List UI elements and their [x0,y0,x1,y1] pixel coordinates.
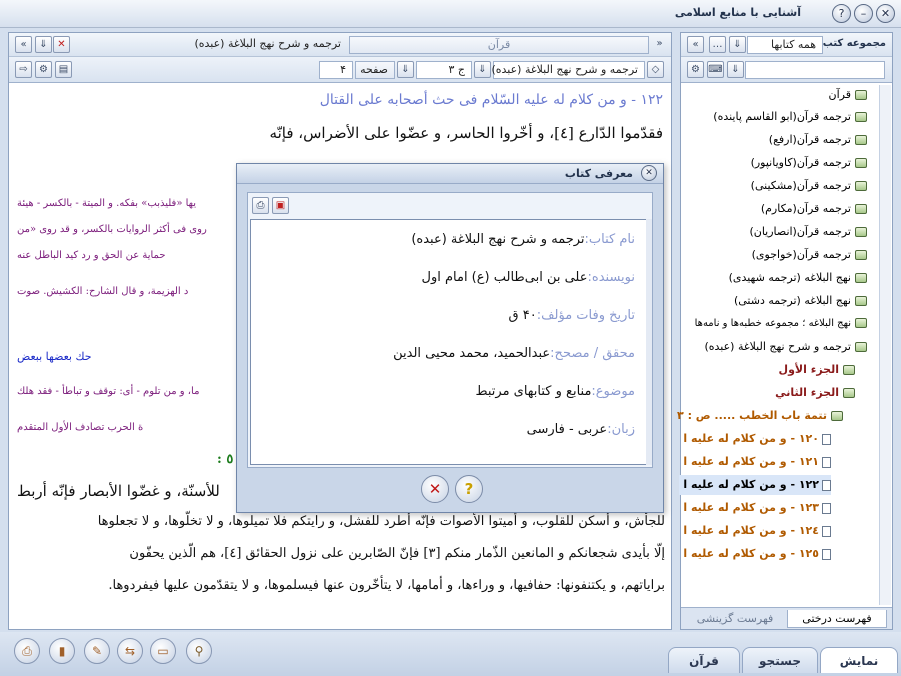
book-icon [855,296,867,306]
down-arrow-icon[interactable]: ⇓ [397,61,414,78]
tree-item[interactable]: ترجمه قرآن(کاویانپور) [751,153,867,173]
close-icon[interactable]: ✕ [641,165,657,181]
settings-icon[interactable]: ⚙ [687,61,704,78]
tree-item[interactable]: نهج البلاغه ؛ مجموعه خطبه‌ها و نامه‌ها [695,314,867,334]
chevron-right-icon[interactable]: » [656,38,663,49]
collection-select[interactable]: همه کتابها [747,36,823,54]
tab-quran[interactable]: قرآن [349,36,649,54]
search-icon[interactable]: ⚲ [186,638,212,664]
library-pane [677,32,893,630]
book-open-icon [855,342,867,352]
page-icon [822,503,831,514]
page-icon [822,526,831,537]
tag-icon[interactable]: ◇ [647,61,664,78]
dialog-scrollbar[interactable] [646,219,652,465]
field-book-name: نام کتاب:ترجمه و شرح نهج البلاغة (عبده) [411,232,635,247]
page-icon [822,480,831,491]
reader-toolbar [9,57,671,83]
title-bar [0,0,901,28]
footnote-line: ما، و من تلوم - أى: توقف و تباطأ - فقد هلك [17,386,200,397]
minimize-icon[interactable]: – [854,4,873,23]
book-icon [855,112,867,122]
book-info-dialog [236,163,664,513]
dialog-fields [250,219,650,465]
export-icon[interactable]: ▣ [272,197,289,214]
tree-item[interactable]: ١٢٤ - و من كلام له عليه ا [683,521,831,541]
tree-item[interactable]: ١٢٣ - و من كلام له عليه ا [683,498,831,518]
print-icon[interactable]: ⎙ [252,197,269,214]
tree-tabs [681,607,892,629]
footnote-line: د الهزيمة، و قال الشارح: الكشيش. صوت [17,286,189,297]
footnote-line: ة الحرب تصادف الأول المتقدم [17,422,144,433]
field-language: زبان:عربی - فارسی [526,422,635,437]
dialog-panel [247,192,653,468]
tab-current-book[interactable]: ترجمه و شرح نهج البلاغة (عبده) [194,37,341,50]
keyboard-icon[interactable]: ⌨ [707,61,724,78]
chevron-left-icon[interactable]: « [687,36,704,53]
tree-item[interactable]: الجزء الثاني [775,383,855,403]
tree-item[interactable]: ترجمه قرآن(ابو القاسم پاینده) [713,107,867,127]
close-tab-icon[interactable]: ✕ [53,36,70,53]
book-icon [855,250,867,260]
tree-item[interactable]: ترجمه قرآن(مشکینی) [751,176,867,196]
layout-icon[interactable]: ▭ [150,638,176,664]
page-icon [822,434,831,445]
book-open-icon [831,411,843,421]
bottom-bar [0,632,901,676]
tree-item[interactable]: نهج البلاغه (ترجمه دشتی) [734,291,867,311]
tree-scrollbar[interactable] [879,85,891,605]
tab-display[interactable]: نمایش [820,647,898,673]
edit-icon[interactable]: ✎ [84,638,110,664]
text-line: للأسنّة، و غضّوا الأبصار فإنّه أربط [17,482,220,500]
compare-icon[interactable]: ⇆ [117,638,143,664]
text-line: للجأش، و أسكن للقلوب، و أميتوا الأصوات فإنّه أطرد للفشل، و رايتكم فلا تميلوها، و لا تخلّوها، و لا تجعلوها [97,514,665,529]
help-button[interactable]: ? [455,475,483,503]
field-death-date: تاریخ وفات مؤلف:۴۰ ق [508,308,635,323]
footnote-line: حماية عن الحق و رد كيد الباطل عنه [17,250,166,261]
view-icon[interactable]: ▤ [55,61,72,78]
forward-icon[interactable]: ⇨ [15,61,32,78]
tree-item-selected[interactable]: ١٢٢ - و من كلام له عليه ا [679,475,831,495]
book-icon [855,318,867,328]
book-icon [843,365,855,375]
page-icon [822,457,831,468]
tree-item[interactable]: ترجمه و شرح نهج البلاغة (عبده) [704,337,867,357]
field-author: نویسنده:على بن ابى‌طالب (ع) امام اول [421,270,635,285]
footnote-line: يها «فليذبب» بفكه. و الميتة - بالكسر - هيئة [17,198,197,209]
book-icon[interactable]: ▮ [49,638,75,664]
tree-item[interactable]: ترجمه قرآن(انصاریان) [749,222,867,242]
tab-quran[interactable]: قرآن [668,647,740,673]
text-line: براياتهم، و يكتنفونها: حفافيها، و وراءها، و أمامها، لا يتأخّرون عنها فيسلموها، و لا يتقدّمون عليها فيفردوها. [108,578,665,593]
page-input[interactable]: ۴ [319,61,353,79]
volume-select[interactable]: ج ۳ [416,61,472,79]
tree-item[interactable]: ترجمه قرآن(مکارم) [761,199,867,219]
footnote-line: روى فى أكثر الروايات بالكسر، و قد روى «من [17,224,207,235]
book-icon [855,181,867,191]
tree-item[interactable]: ١٢٥ - و من كلام له عليه ا [683,544,831,564]
collection-label: مجموعه کتب [822,38,886,49]
section-heading: ۱۲۲ - و من كلام له عليه السّلام فى حث أصحابه على القتال [319,92,663,108]
help-icon[interactable]: ? [832,4,851,23]
tree-item[interactable]: ترجمه قرآن(خواجوی) [752,245,867,265]
field-editor: محقق / مصحح:عبدالحمید، محمد محیی الدین [393,346,635,361]
dialog-title: معرفی کتاب [564,167,633,180]
reader-header [9,33,671,57]
dialog-title-bar [237,164,663,184]
chevron-left-icon[interactable]: « [15,36,32,53]
tree-item[interactable]: ١٢١ - و من كلام له عليه ا [683,452,831,472]
library-header [681,33,892,57]
tree-item[interactable]: نهج البلاغه (ترجمه شهیدی) [729,268,867,288]
book-open-icon [843,388,855,398]
cancel-button[interactable]: ✕ [421,475,449,503]
text-line: فقدّموا الدّارع [٤]، و أخّروا الحاسر، و عضّوا على الأضراس، فإنّه [269,124,663,142]
down-arrow-icon[interactable]: ⇓ [727,61,744,78]
page-icon [822,549,831,560]
tree-item[interactable]: تتمة باب الخطب ..... ص : ٣ [677,406,843,426]
book-icon [855,204,867,214]
page-label: صفحه [355,61,395,79]
book-tree [677,85,879,605]
spaced-text: حك بعضها ببعض [17,350,92,363]
down-arrow-icon[interactable]: ⇓ [35,36,52,53]
book-icon [855,90,867,100]
tree-item[interactable]: ١٢٠ - و من كلام له عليه ا [683,429,831,449]
more-icon[interactable]: … [709,36,726,53]
book-select[interactable]: ترجمه و شرح نهج البلاغة (عبده) [493,61,645,79]
library-search-bar [681,57,892,83]
print-icon[interactable]: ⎙ [14,638,40,664]
book-icon [855,158,867,168]
tree-item[interactable]: ترجمه قرآن(ارفع) [769,130,867,150]
tab-selective-index[interactable]: فهرست گزینشی [696,612,774,625]
book-icon [855,135,867,145]
close-icon[interactable]: ✕ [876,4,895,23]
down-arrow-icon[interactable]: ⇓ [474,61,491,78]
number-marker: ٥ : [217,452,234,467]
search-input[interactable] [745,61,885,79]
settings-icon[interactable]: ⚙ [35,61,52,78]
down-arrow-icon[interactable]: ⇓ [729,36,746,53]
tab-tree-index[interactable]: فهرست درختی [787,610,887,628]
tree-item[interactable]: قرآن [829,85,867,105]
tab-search[interactable]: جستجو [742,647,818,673]
tree-item[interactable]: الجزء الأول [779,360,855,380]
book-icon [855,227,867,237]
field-subject: موضوع:منابع و کتابهای مرتبط [475,384,635,399]
window-title: آشنایی با منابع اسلامی [674,6,801,19]
book-icon [855,273,867,283]
text-line: إلّا بأيدى شجعانكم و المانعين الذّمار منكم [٣] فإنّ الصّابرين على نزول الحقائق [٤]، هم الّذين يحفّون [129,546,665,561]
